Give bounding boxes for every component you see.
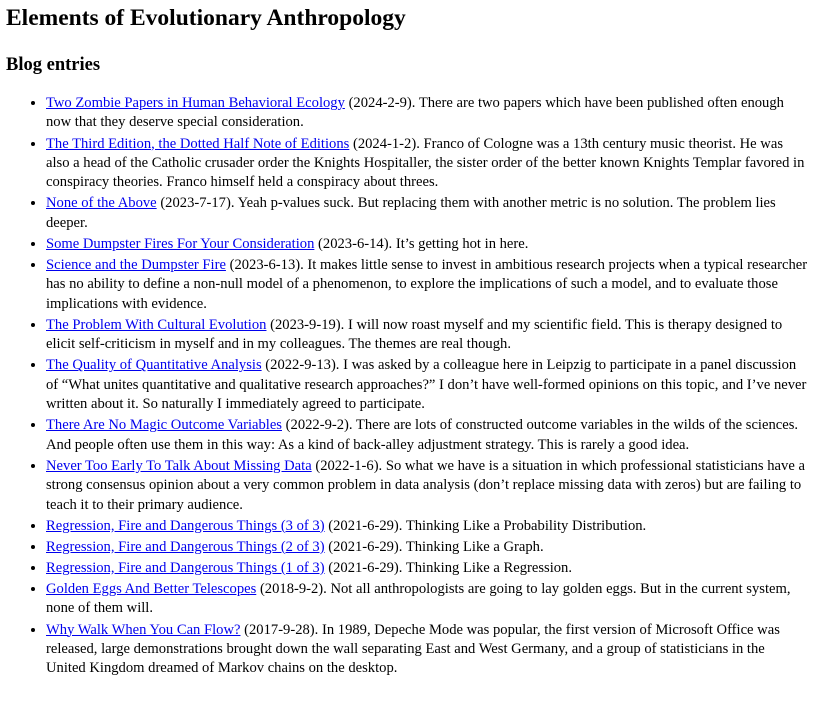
blog-entry-date: (2018-9-2).: [259, 581, 327, 597]
blog-entry-date: (2021-6-29).: [328, 538, 403, 555]
blog-entry-date: (2021-6-29).: [328, 517, 403, 534]
blog-entry-summary: Thinking Like a Graph.: [405, 538, 544, 555]
section-heading: Blog entries: [6, 55, 101, 75]
blog-entry-date: (2023-6-14).: [318, 235, 393, 252]
blog-entry-summary: Thinking Like a Regression.: [405, 559, 572, 576]
blog-entry-summary: I was asked by a colleague here in Leipzig to participate in a panel discussion of “What unites quantitative and qualitative research approaches?” I don’t have well-formed opinions on this topic, and I’ve never written about it. So naturally I immediately agreed to participate.: [46, 357, 807, 413]
blog-entry-summary: It’s getting hot in here.: [395, 235, 529, 252]
blog-entry-link[interactable]: Never Too Early To Talk About Missing Data: [46, 457, 312, 474]
blog-entry-date: (2024-1-2).: [352, 135, 420, 152]
blog-entry-link[interactable]: Why Walk When You Can Flow?: [46, 621, 241, 638]
blog-entry-date: (2023-6-13).: [229, 257, 304, 273]
blog-entry-date: (2023-9-19).: [270, 316, 345, 333]
blog-entry-link[interactable]: Regression, Fire and Dangerous Things (1 of 3): [46, 559, 325, 576]
blog-entry: [46, 580, 808, 619]
blog-entry: [46, 316, 808, 355]
blog-entry-link[interactable]: None of the Above: [46, 195, 157, 212]
blog-entry-summary: Thinking Like a Probability Distribution.: [405, 517, 647, 534]
blog-entry: [46, 517, 808, 536]
blog-entry: [46, 416, 808, 455]
blog-entry-link[interactable]: Regression, Fire and Dangerous Things (3 of 3): [46, 517, 325, 534]
blog-entry-summary: I will now roast myself and my scientific field. This is therapy designed to elicit self-criticism in myself and in my colleagues. The themes are real though.: [46, 316, 783, 353]
blog-entry-link[interactable]: Regression, Fire and Dangerous Things (2 of 3): [46, 538, 325, 555]
blog-entry-date: (2023-7-17).: [160, 195, 235, 212]
blog-entry-summary: There are lots of constructed outcome variables in the wilds of the sciences. And people often use them in this way: As a kind of back-alley adjustment strategy. This is rarely a good idea.: [46, 417, 799, 453]
blog-entry: [46, 559, 808, 578]
blog-entry-link[interactable]: Science and the Dumpster Fire: [46, 257, 226, 273]
blog-entry-link[interactable]: Golden Eggs And Better Telescopes: [46, 581, 257, 597]
blog-entry: [46, 135, 808, 193]
blog-entry-date: (2022-1-6).: [315, 457, 383, 474]
blog-entry-summary: There are two papers which have been published often enough now that they deserve special consideration.: [46, 95, 784, 131]
blog-entry: [46, 194, 808, 233]
blog-entry-summary: Franco of Cologne was a 13th century music theorist. He was also a head of the Catholic crusader order the Knights Hospitaller, the sister order of the better known Knights Templar favored in conspiracy theories. Franco himself held a conspiracy about threes.: [46, 135, 805, 191]
blog-entry-summary: Not all anthropologists are going to lay golden eggs. But in the current system, none of them will.: [46, 581, 791, 617]
blog-entry-summary: So what we have is a situation in which professional statisticians have a strong consensus opinion about a very common problem in data analysis (don’t replace missing data with zeros) but are failing to teach it to their primary audience.: [46, 457, 805, 513]
page: [0, 4, 816, 679]
blog-entry-date: (2017-9-28).: [244, 621, 319, 638]
blog-entry-date: (2024-2-9).: [348, 95, 416, 111]
page-title: Elements of Evolutionary Anthropology: [6, 5, 406, 31]
blog-entry-summary: Yeah p-values suck. But replacing them with another metric is no solution. The problem lies deeper.: [46, 195, 776, 231]
blog-entry-summary: In 1989, Depeche Mode was popular, the first version of Microsoft Office was released, large demonstrations brought down the wall separating East and West Germany, and a group of statisticians in the United Kingdom dreamed of Markov chains on the desktop.: [46, 621, 780, 677]
blog-entry: [46, 235, 808, 254]
blog-entry: [46, 256, 808, 314]
blog-entry-link[interactable]: Some Dumpster Fires For Your Consideration: [46, 235, 315, 252]
blog-entry-link[interactable]: There Are No Magic Outcome Variables: [46, 417, 282, 434]
blog-entry-link[interactable]: The Problem With Cultural Evolution: [46, 316, 267, 333]
blog-entry: [46, 538, 808, 557]
blog-entry-link[interactable]: The Quality of Quantitative Analysis: [46, 357, 262, 374]
blog-entry-date: (2022-9-2).: [285, 417, 353, 434]
blog-entry: [46, 457, 808, 515]
blog-entry-link[interactable]: Two Zombie Papers in Human Behavioral Ecology: [46, 95, 345, 111]
blog-entry-list: [6, 94, 808, 679]
blog-entry-date: (2022-9-13).: [265, 357, 340, 374]
blog-entry: [46, 356, 808, 414]
blog-entry-link[interactable]: The Third Edition, the Dotted Half Note of Editions: [46, 135, 350, 152]
blog-entry-summary: It makes little sense to invest in ambitious research projects when a typical researcher has no ability to define a non-null model of a phenomenon, to explore the implications of such a model, and to evaluate those implications with evidence.: [46, 257, 808, 312]
blog-entry: [46, 94, 808, 133]
blog-entry-date: (2021-6-29).: [328, 559, 403, 576]
blog-entry: [46, 621, 808, 679]
